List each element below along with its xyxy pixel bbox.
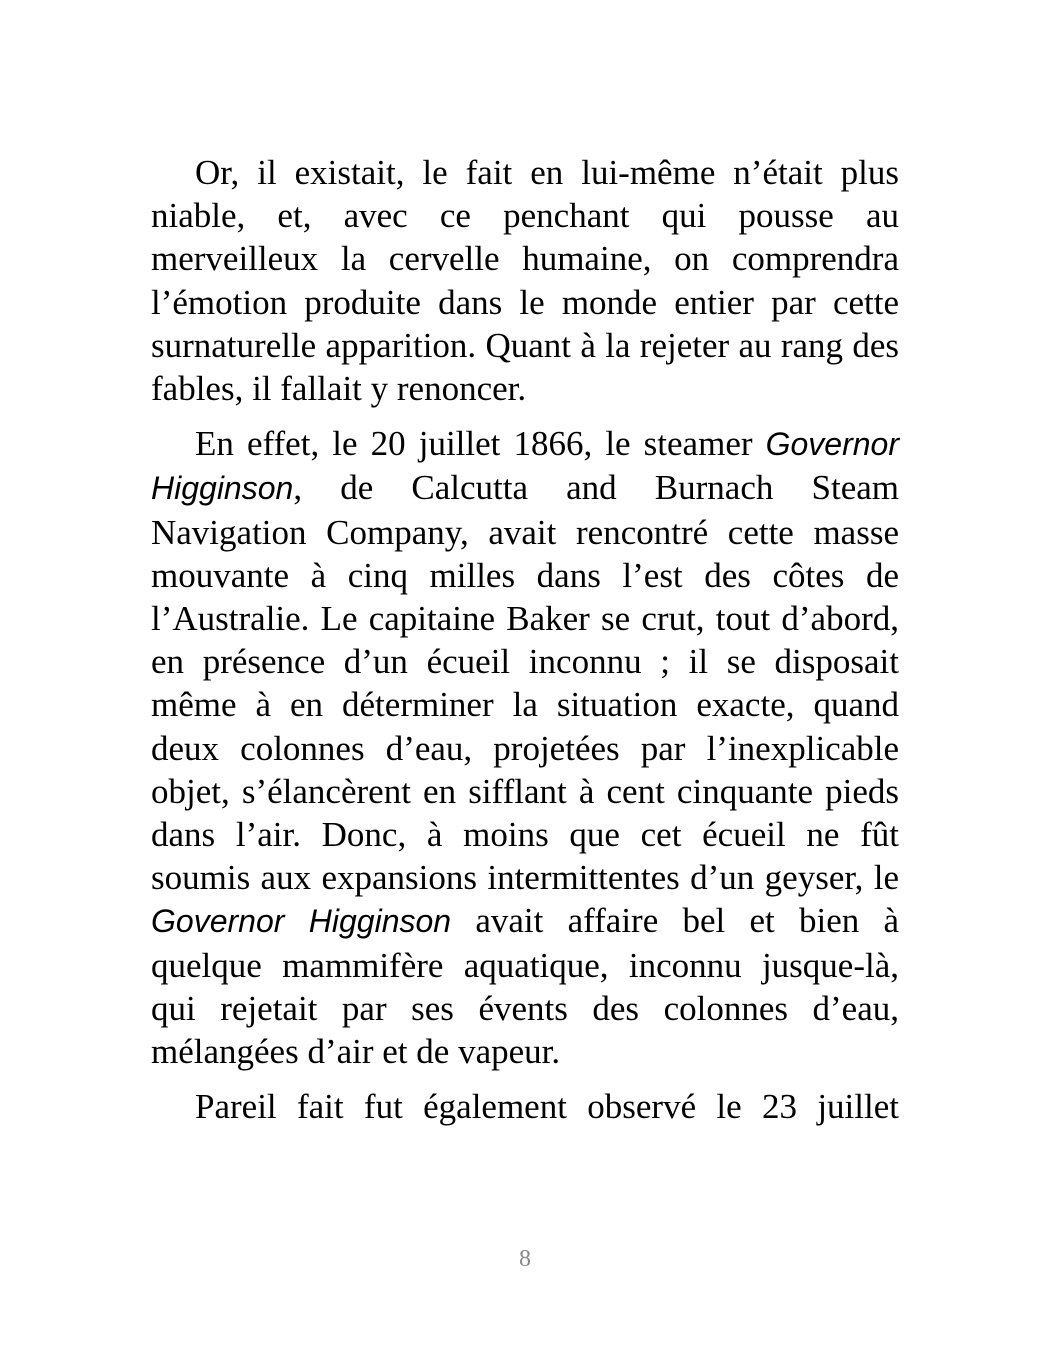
ship-name-italic: Governor Higginson (151, 426, 899, 507)
paragraph-2 (151, 422, 899, 1073)
paragraph-1: Or, il existait, le fait en lui-même n’était plus niable, et, avec ce penchant qui pousse au merveilleux la cervelle humaine, on comprendra l’émotion produite dans le monde entier par cette surnaturelle apparition. Quant à la rejeter au rang des fables, il fallait y renoncer. (151, 153, 899, 409)
page-number: 8 (519, 1246, 531, 1272)
body-text (151, 151, 899, 1140)
paragraph-2-text-c: avait affaire bel et bien à quelque mammifère aquatique, inconnu jusque-là, qui rejetait par ses évents des colonnes d’eau, mélangées d’air et de vapeur. (151, 901, 900, 1072)
paragraph-2-text-a: En effet, le 20 juillet 1866, le steamer (195, 424, 766, 464)
paragraph-3: Pareil fait fut également observé le 23 juillet (195, 1087, 899, 1127)
ship-name-italic: Governor Higginson (151, 903, 452, 940)
paragraph-2-text-b: , de Calcutta and Burnach Steam Navigation Company, avait rencontré cette masse mouvante à cinq milles dans l’est des côtes de l’Australie. Le capitaine Baker se crut, tout d’abord, en présence d’un écueil inconnu ; il se disposait même à en déterminer la situation exacte, quand deux colonnes d’eau, projetées par l’inexplicable objet, s’élancèrent en sifflant à cent cinquante pieds dans l’air. Donc, à moins que cet écueil ne fût soumis aux expansions intermittentes d’un geyser, le (151, 468, 899, 898)
